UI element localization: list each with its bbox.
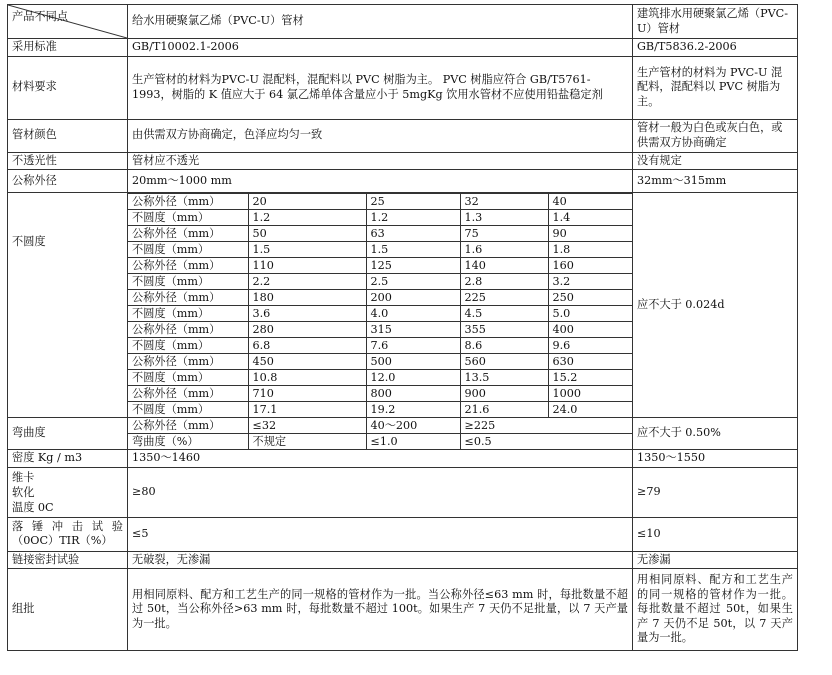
density-v2: 1350～1550 [633, 450, 798, 468]
roundness-oor-row [128, 274, 632, 290]
standard-v1: GB/T10002.1-2006 [128, 39, 633, 57]
vicat-v1: ≥80 [128, 467, 633, 517]
vicat-v2: ≥79 [633, 467, 798, 517]
roundness-od-value: 900 [460, 386, 548, 402]
roundness-oor-value: 2.2 [248, 274, 366, 290]
roundness-od-value: 200 [366, 290, 460, 306]
roundness-od-value: 180 [248, 290, 366, 306]
roundness-oor-label: 不圆度（mm） [128, 242, 248, 258]
roundness-oor-value: 9.6 [548, 338, 632, 354]
roundness-oor-value: 3.2 [548, 274, 632, 290]
roundness-od-row [128, 354, 632, 370]
roundness-oor-value: 1.8 [548, 242, 632, 258]
row-label-material: 材料要求 [8, 56, 128, 119]
comparison-table [7, 4, 798, 651]
opacity-v2: 没有规定 [633, 152, 798, 170]
roundness-oor-row [128, 338, 632, 354]
roundness-od-row [128, 386, 632, 402]
roundness-od-value: 125 [366, 258, 460, 274]
bending-od: 40～200 [366, 418, 460, 434]
roundness-oor-label: 不圆度（mm） [128, 274, 248, 290]
impact-line2: （0OC）TIR（%） [12, 534, 113, 547]
roundness-oor-row [128, 306, 632, 322]
bending-value: ≤0.5 [460, 434, 632, 450]
roundness-od-value: 315 [366, 322, 460, 338]
roundness-oor-value: 17.1 [248, 402, 366, 418]
roundness-oor-value: 1.4 [548, 210, 632, 226]
roundness-oor-label: 不圆度（mm） [128, 338, 248, 354]
roundness-oor-value: 7.6 [366, 338, 460, 354]
roundness-oor-value: 4.0 [366, 306, 460, 322]
row-label-batch: 组批 [8, 569, 128, 651]
row-label-standard: 采用标准 [8, 39, 128, 57]
roundness-oor-value: 2.5 [366, 274, 460, 290]
roundness-od-value: 800 [366, 386, 460, 402]
corner-label: 产品不同点 [12, 10, 68, 23]
vicat-line: 维卡 [12, 470, 35, 484]
roundness-od-value: 110 [248, 258, 366, 274]
row-label-seal: 链接密封试验 [8, 551, 128, 569]
roundness-subtable [128, 193, 632, 417]
roundness-od-label: 公称外径（mm） [128, 194, 248, 210]
roundness-od-value: 710 [248, 386, 366, 402]
roundness-od-label: 公称外径（mm） [128, 290, 248, 306]
roundness-od-value: 140 [460, 258, 548, 274]
roundness-od-row [128, 258, 632, 274]
roundness-oor-value: 1.2 [366, 210, 460, 226]
roundness-od-label: 公称外径（mm） [128, 322, 248, 338]
roundness-od-value: 250 [548, 290, 632, 306]
vicat-line: 软化 [12, 485, 35, 499]
row-label-opacity: 不透光性 [8, 152, 128, 170]
roundness-oor-value: 6.8 [248, 338, 366, 354]
row-label-vicat [8, 467, 128, 517]
roundness-v2: 应不大于 0.024d [633, 193, 798, 418]
roundness-oor-value: 24.0 [548, 402, 632, 418]
roundness-oor-label: 不圆度（mm） [128, 210, 248, 226]
batch-v1: 用相同原料、配方和工艺生产的同一规格的管材作为一批。当公称外径≤63 mm 时，每批数量不超过 50t，当公称外径>63 mm 时，每批数量不超过 100t。如果生产 7 天仍不足批量，以 7 天产量为一批。 [128, 569, 633, 651]
roundness-od-label: 公称外径（mm） [128, 386, 248, 402]
roundness-od-row [128, 194, 632, 210]
roundness-oor-value: 1.5 [248, 242, 366, 258]
roundness-oor-label: 不圆度（mm） [128, 370, 248, 386]
diameter-v2: 32mm～315mm [633, 170, 798, 193]
bending-od: ≤32 [248, 418, 366, 434]
header-corner [8, 5, 128, 39]
row-label-roundness: 不圆度 [8, 193, 128, 418]
roundness-od-value: 20 [248, 194, 366, 210]
roundness-oor-value: 1.2 [248, 210, 366, 226]
roundness-oor-row [128, 402, 632, 418]
roundness-od-value: 75 [460, 226, 548, 242]
bending-subtable [128, 418, 632, 449]
row-label-diameter: 公称外径 [8, 170, 128, 193]
bending-subtable-cell [128, 418, 633, 450]
bending-value: ≤1.0 [366, 434, 460, 450]
seal-v1: 无破裂，无渗漏 [128, 551, 633, 569]
roundness-od-value: 25 [366, 194, 460, 210]
roundness-oor-value: 19.2 [366, 402, 460, 418]
row-label-impact [8, 517, 128, 551]
header-col1: 给水用硬聚氯乙烯（PVC-U）管材 [128, 5, 633, 39]
roundness-oor-value: 10.8 [248, 370, 366, 386]
roundness-od-value: 450 [248, 354, 366, 370]
vicat-line: 温度 0C [12, 500, 54, 514]
bending-od-label: 公称外径（mm） [128, 418, 248, 434]
bending-od: ≥225 [460, 418, 632, 434]
roundness-oor-value: 2.8 [460, 274, 548, 290]
roundness-od-value: 1000 [548, 386, 632, 402]
roundness-oor-row [128, 242, 632, 258]
roundness-od-row [128, 226, 632, 242]
bending-value: 不规定 [248, 434, 366, 450]
roundness-od-value: 90 [548, 226, 632, 242]
roundness-od-value: 32 [460, 194, 548, 210]
roundness-od-row [128, 322, 632, 338]
row-label-bending: 弯曲度 [8, 418, 128, 450]
roundness-od-value: 400 [548, 322, 632, 338]
roundness-od-row [128, 290, 632, 306]
roundness-oor-value: 1.3 [460, 210, 548, 226]
density-v1: 1350～1460 [128, 450, 633, 468]
roundness-od-label: 公称外径（mm） [128, 258, 248, 274]
roundness-od-value: 63 [366, 226, 460, 242]
roundness-od-value: 630 [548, 354, 632, 370]
roundness-oor-value: 4.5 [460, 306, 548, 322]
roundness-oor-label: 不圆度（mm） [128, 306, 248, 322]
roundness-oor-value: 8.6 [460, 338, 548, 354]
roundness-oor-value: 1.5 [366, 242, 460, 258]
header-col2: 建筑排水用硬聚氯乙烯（PVC-U）管材 [633, 5, 798, 39]
batch-v2: 用相同原料、配方和工艺生产的同一规格的管材作为一批。每批数量不超过 50t，如果生产 7 天仍不足 50t，以 7 天产量为一批。 [633, 569, 798, 651]
roundness-oor-value: 13.5 [460, 370, 548, 386]
roundness-oor-value: 5.0 [548, 306, 632, 322]
diameter-v1: 20mm～1000 mm [128, 170, 633, 193]
color-v1: 由供需双方协商确定，色泽应均匀一致 [128, 119, 633, 152]
roundness-oor-value: 3.6 [248, 306, 366, 322]
roundness-oor-value: 1.6 [460, 242, 548, 258]
impact-v2: ≤10 [633, 517, 798, 551]
material-v1: 生产管材的材料为PVC-U 混配料，混配料以 PVC 树脂为主。 PVC 树脂应符合 GB/T5761-1993，树脂的 K 值应大于 64 氯乙烯单体含量应小于 5mgKg 饮用水管材不应使用铅盐稳定剂 [128, 56, 633, 119]
roundness-od-value: 280 [248, 322, 366, 338]
opacity-v1: 管材应不透光 [128, 152, 633, 170]
roundness-od-value: 225 [460, 290, 548, 306]
roundness-od-label: 公称外径（mm） [128, 354, 248, 370]
roundness-subtable-cell [128, 193, 633, 418]
row-label-density: 密度 Kg / m3 [8, 450, 128, 468]
color-v2: 管材一般为白色或灰白色，或供需双方协商确定 [633, 119, 798, 152]
seal-v2: 无渗漏 [633, 551, 798, 569]
impact-v1: ≤5 [128, 517, 633, 551]
row-label-color: 管材颜色 [8, 119, 128, 152]
bending-bend-label: 弯曲度（%） [128, 434, 248, 450]
roundness-od-value: 560 [460, 354, 548, 370]
roundness-oor-row [128, 210, 632, 226]
roundness-oor-label: 不圆度（mm） [128, 402, 248, 418]
roundness-od-value: 500 [366, 354, 460, 370]
standard-v2: GB/T5836.2-2006 [633, 39, 798, 57]
roundness-od-value: 50 [248, 226, 366, 242]
material-v2: 生产管材的材料为 PVC-U 混配料，混配料以 PVC 树脂为主。 [633, 56, 798, 119]
roundness-oor-value: 15.2 [548, 370, 632, 386]
roundness-od-value: 40 [548, 194, 632, 210]
impact-line1: 落锤冲击试验 [12, 519, 123, 533]
roundness-od-label: 公称外径（mm） [128, 226, 248, 242]
roundness-oor-row [128, 370, 632, 386]
roundness-oor-value: 21.6 [460, 402, 548, 418]
bending-v2: 应不大于 0.50% [633, 418, 798, 450]
roundness-od-value: 160 [548, 258, 632, 274]
roundness-od-value: 355 [460, 322, 548, 338]
roundness-oor-value: 12.0 [366, 370, 460, 386]
